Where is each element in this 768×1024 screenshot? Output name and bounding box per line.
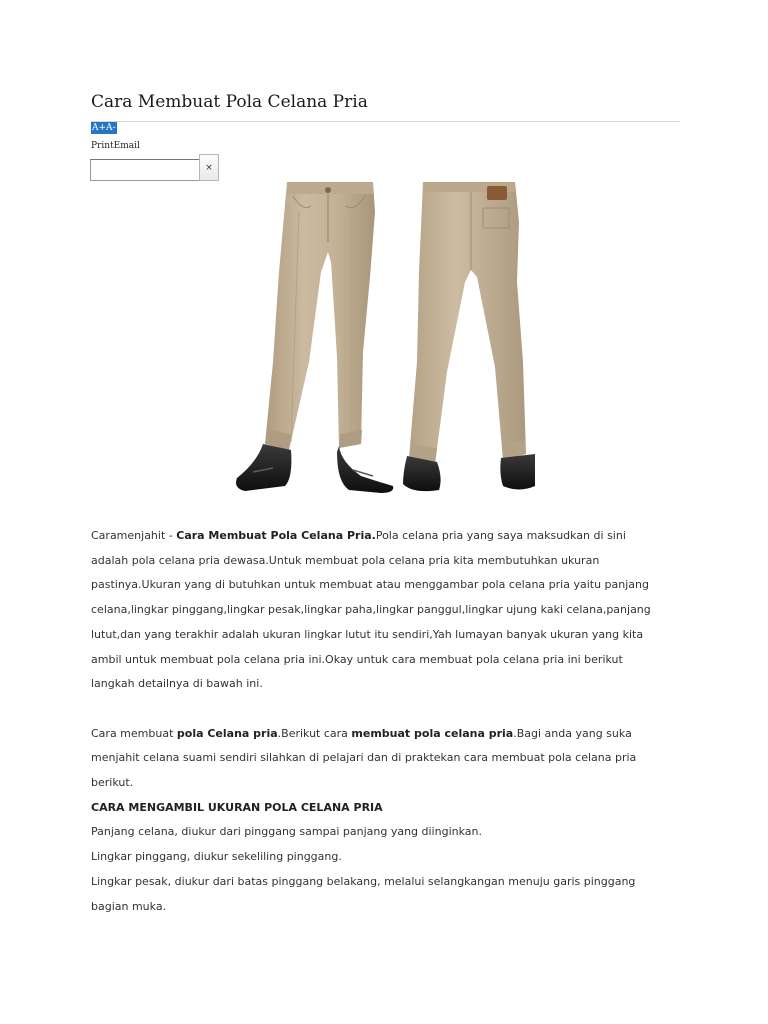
section-heading xyxy=(91,796,651,821)
bold-keyword: membuat pola celana pria xyxy=(351,726,514,740)
article-body xyxy=(91,524,651,919)
font-decrease-button[interactable]: A- xyxy=(106,123,116,133)
email-link[interactable]: Email xyxy=(113,141,140,151)
bold-title: Cara Membuat Pola Celana Pria. xyxy=(176,529,376,542)
front-trousers xyxy=(265,182,375,450)
paragraph-spacer xyxy=(91,697,651,722)
back-trousers xyxy=(409,182,526,464)
paragraph-text: Cara membuat xyxy=(91,726,177,740)
article-title: Cara Membuat Pola Celana Pria xyxy=(91,92,368,112)
close-button[interactable]: × xyxy=(199,154,219,181)
intro-paragraph xyxy=(91,524,651,697)
print-link[interactable]: Print xyxy=(91,141,114,151)
back-shoes xyxy=(403,454,535,491)
paragraph-text: .Bagi anda yang suka menjahit celana suami sendiri silahkan di pelajari dan di praktekan cara membuat pola celana pria berikut. xyxy=(91,726,637,790)
measurement-item: Lingkar pinggang, diukur sekeliling pinggang. xyxy=(91,850,342,864)
source-label: Caramenjahit - xyxy=(91,529,177,542)
title-divider xyxy=(91,121,680,122)
article-actions xyxy=(91,141,140,151)
paragraph-text: .Berikut cara xyxy=(277,726,352,740)
second-paragraph xyxy=(91,722,651,796)
intro-text: Pola celana pria yang saya maksudkan di sini adalah pola celana pria dewasa.Untuk membuat pola celana pria kita membutuhkan ukuran pastinya.Ukuran yang di butuhkan untuk membuat atau menggambar pola celana pria yaitu panjang celana,lingkar pinggang,lingkar pesak,lingkar paha,lingkar panggul,lingkar ujung kaki celana,panjang lutut,dan yang terakhir adalah ukuran lingkar lutut itu sendiri,Yah lumayan banyak ukuran yang kita ambil untuk membuat pola celana pria ini.Okay untuk cara membuat pola celana pria ini berikut langkah detailnya di bawah ini. xyxy=(91,529,651,691)
front-shoes xyxy=(236,444,393,493)
measurement-item: Lingkar pesak, diukur dari batas pinggang belakang, melalui selangkangan menuju garis pinggang bagian muka. xyxy=(91,874,636,913)
font-size-controls xyxy=(91,122,117,134)
bold-keyword: pola Celana pria xyxy=(176,726,278,740)
measurement-item: Panjang celana, diukur dari pinggang sampai panjang yang diinginkan. xyxy=(91,825,482,839)
trousers-photo xyxy=(233,182,535,493)
section-heading-text: CARA MENGAMBIL UKURAN POLA CELANA PRIA xyxy=(91,800,383,814)
font-increase-button[interactable]: A+ xyxy=(92,123,107,133)
search-input[interactable] xyxy=(90,159,201,181)
